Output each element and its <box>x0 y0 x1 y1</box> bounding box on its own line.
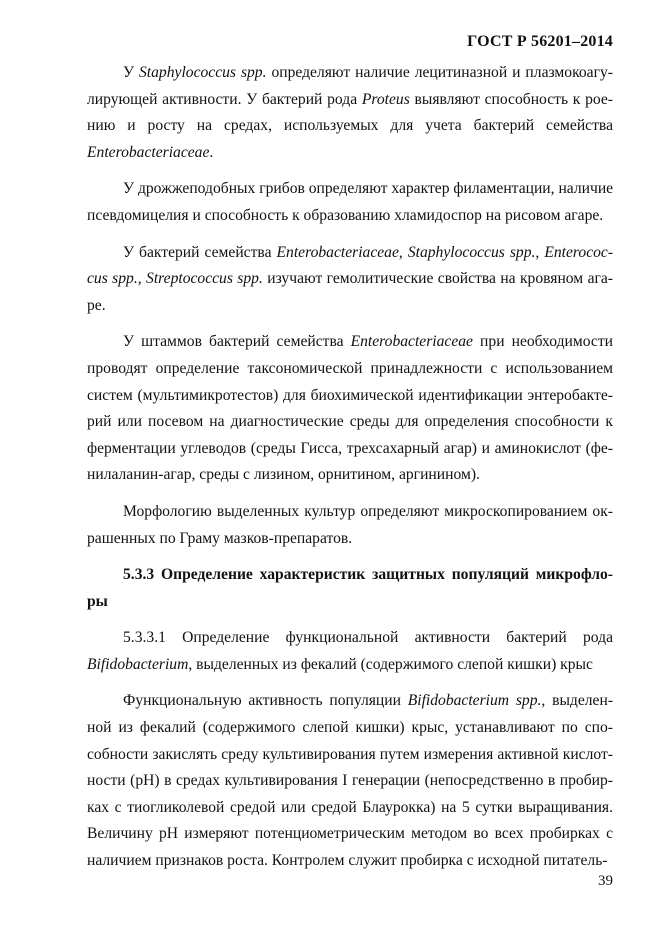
text-run: ферментации углеводов (среды Гисса, трехсахарный агар) и аминокислот (фе- <box>87 439 613 457</box>
text-run: выявляют способность к рое- <box>409 90 613 108</box>
text-run: У дрожжеподобных грибов определяют характер филаментации, наличие <box>123 180 614 198</box>
text-line <box>87 203 613 230</box>
italic-term: Enterococ- <box>544 243 614 261</box>
paragraph <box>87 240 613 320</box>
text-run: У <box>123 64 139 81</box>
text-line <box>87 499 613 526</box>
italic-term: Enterobacteriaceae <box>350 333 473 351</box>
text-run: 5.3.3.1 Определение функциональной активности бактерий рода <box>123 629 613 647</box>
text-run: изучают гемолитические свойства на кровяном ага- <box>262 270 613 288</box>
text-line <box>87 266 613 293</box>
text-run: Морфологию выделенных культур определяют микроскопированием ок- <box>123 502 613 520</box>
text-line <box>87 293 613 320</box>
italic-term: Staphylococcus spp. <box>407 243 536 261</box>
text-line <box>87 383 613 410</box>
text-run: проводят определение таксономической принадлежности с использованием <box>87 359 613 377</box>
paragraph <box>87 499 613 552</box>
italic-term: Enterobacteriaceae <box>87 143 210 161</box>
text-run: Величину рН измеряют потенциометрическим методом во всех пробирках с <box>87 825 613 843</box>
text-run: ности (рН) в средах культивирования I генерации (непосредственно в пробир- <box>87 772 613 790</box>
italic-term: Bifidobacterium spp. <box>407 692 542 710</box>
text-line <box>87 768 613 795</box>
text-line <box>87 462 613 489</box>
text-line <box>87 715 613 742</box>
text-run: , выделенных из фекалий (содержимого слепой кишки) крыс <box>188 655 593 673</box>
text-line <box>87 60 613 87</box>
text-line <box>87 356 613 383</box>
text-line <box>87 113 613 140</box>
italic-term: Staphylococcus spp. <box>139 64 267 81</box>
text-line <box>87 176 613 203</box>
text-run: при необходимости <box>472 333 613 351</box>
text-run: рий или посевом на диагностические среды для определения способности к <box>87 413 613 431</box>
text-run: систем (мультимикротестов) для биохимической идентификации энтеробакте- <box>87 386 613 404</box>
paragraph <box>87 688 613 874</box>
italic-term: Streptococcus spp. <box>146 270 263 288</box>
text-run: лирующей активности. У бактерий рода <box>87 90 362 108</box>
text-line <box>87 87 613 114</box>
text-run: Функциональную активность популяции <box>123 692 408 710</box>
text-run: нию и росту на средах, используемых для учета бактерий семейства <box>87 117 613 135</box>
italic-term: Bifidobacterium <box>87 655 189 673</box>
text-line <box>87 795 613 822</box>
text-line <box>87 821 613 848</box>
text-run: . <box>209 143 214 161</box>
text-run: наличием признаков роста. Контролем служит пробирка с исходной питатель- <box>87 852 608 870</box>
text-run: псевдомицелия и способность к образованию хламидоспор на рисовом агаре. <box>87 206 604 224</box>
heading-line: ры <box>87 592 108 610</box>
text-run: , выделен- <box>541 692 614 710</box>
text-run: , <box>398 243 408 261</box>
italic-term: Proteus <box>361 90 410 108</box>
text-line <box>87 742 613 769</box>
text-line <box>87 652 613 679</box>
text-run: рашенных по Граму мазков-препаратов. <box>87 529 353 547</box>
text-run: ной из фекалий (содержимого слепой кишки) крыс, устанавливают по спо- <box>87 719 613 737</box>
paragraph <box>87 60 613 166</box>
text-line <box>87 526 613 553</box>
text-line <box>87 329 613 356</box>
document-header: ГОСТ Р 56201–2014 <box>467 33 613 50</box>
section-heading <box>87 562 613 615</box>
paragraph <box>87 176 613 229</box>
text-run: , <box>137 270 147 288</box>
paragraph <box>87 625 613 678</box>
text-run: ре. <box>87 296 106 314</box>
paragraph <box>87 329 613 489</box>
text-line <box>87 625 613 652</box>
text-line <box>87 688 613 715</box>
heading-line: 5.3.3 Определение характеристик защитных популяций микрофло- <box>123 566 613 584</box>
text-run: ках с тиогликолевой средой или средой Блаурокка) на 5 сутки выращивания. <box>87 798 613 816</box>
text-line <box>87 140 613 167</box>
document-body <box>87 60 613 885</box>
text-run: нилаланин-агар, среды с лизином, орнитином, аргинином). <box>87 466 480 484</box>
italic-term: Enterobacteriaceae <box>276 243 399 261</box>
text-line <box>87 436 613 463</box>
page-number: 39 <box>598 873 613 889</box>
text-run: У штаммов бактерий семейства <box>123 333 351 351</box>
text-run: , <box>535 243 545 261</box>
text-line <box>87 240 613 267</box>
italic-term: cus spp. <box>87 270 138 288</box>
text-run: У бактерий семейства <box>123 243 277 261</box>
text-run: определяют наличие лецитиназной и плазмокоагу- <box>266 64 613 81</box>
text-line <box>87 409 613 436</box>
text-run: собности закислять среду культивирования путем измерения активной кислот- <box>87 745 613 763</box>
text-line <box>87 848 613 875</box>
